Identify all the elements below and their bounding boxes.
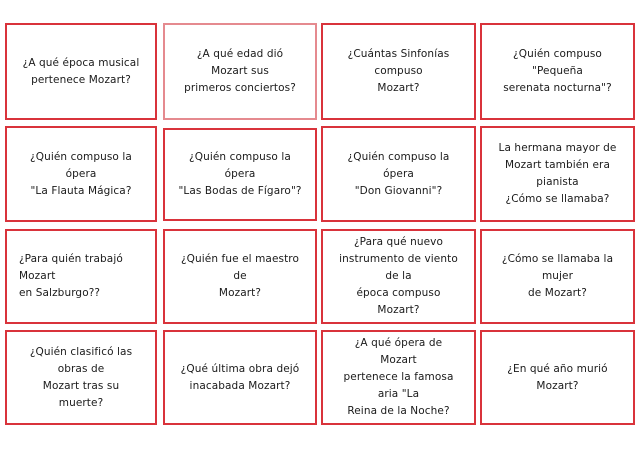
question-text: ¿Quién compuso la ópera "Las Bodas de Fígaro"? [178, 151, 302, 197]
question-text: ¿Quién compuso la ópera "Don Giovanni"? [347, 150, 450, 197]
question-text: ¿A qué ópera de Mozart pertenece la famosa aria "La Reina de la Noche? [343, 337, 454, 417]
question-text: ¿A qué época musical pertenece Mozart? [22, 56, 140, 86]
question-card [163, 128, 317, 221]
question-card [321, 229, 476, 324]
question-card [480, 330, 635, 425]
question-text: ¿Cómo se llamaba la mujer de Mozart? [501, 253, 614, 299]
question-card [321, 23, 476, 120]
question-card [5, 330, 157, 425]
question-card [163, 229, 317, 324]
question-card [163, 23, 317, 120]
question-card [321, 126, 476, 222]
question-text: ¿Cuántas Sinfonías compuso Mozart? [347, 48, 450, 94]
question-text: ¿En qué año murió Mozart? [507, 362, 608, 392]
question-card [5, 229, 157, 324]
question-card [480, 23, 635, 120]
question-card [163, 330, 317, 425]
question-card [321, 330, 476, 425]
question-card [480, 229, 635, 324]
question-card [480, 126, 635, 222]
question-text: ¿Qué última obra dejó inacabada Mozart? [180, 362, 300, 392]
question-text: ¿Quién clasificó las obras de Mozart tras su muerte? [29, 345, 133, 409]
question-text: ¿Quién fue el maestro de Mozart? [180, 253, 300, 299]
question-text: ¿Quién compuso la ópera "La Flauta Mágica? [30, 150, 132, 197]
question-text: ¿Para qué nuevo instrumento de viento de la época compuso Mozart? [339, 236, 458, 316]
question-card [5, 23, 157, 120]
question-card [5, 126, 157, 222]
question-text: ¿Quién compuso "Pequeña serenata nocturna"? [503, 48, 612, 94]
question-text: ¿A qué edad dió Mozart sus primeros conciertos? [184, 48, 296, 94]
question-text: La hermana mayor de Mozart también era pianista ¿Cómo se llamaba? [498, 142, 617, 205]
question-text: ¿Para quién trabajó Mozart en Salzburgo?? [19, 253, 123, 299]
